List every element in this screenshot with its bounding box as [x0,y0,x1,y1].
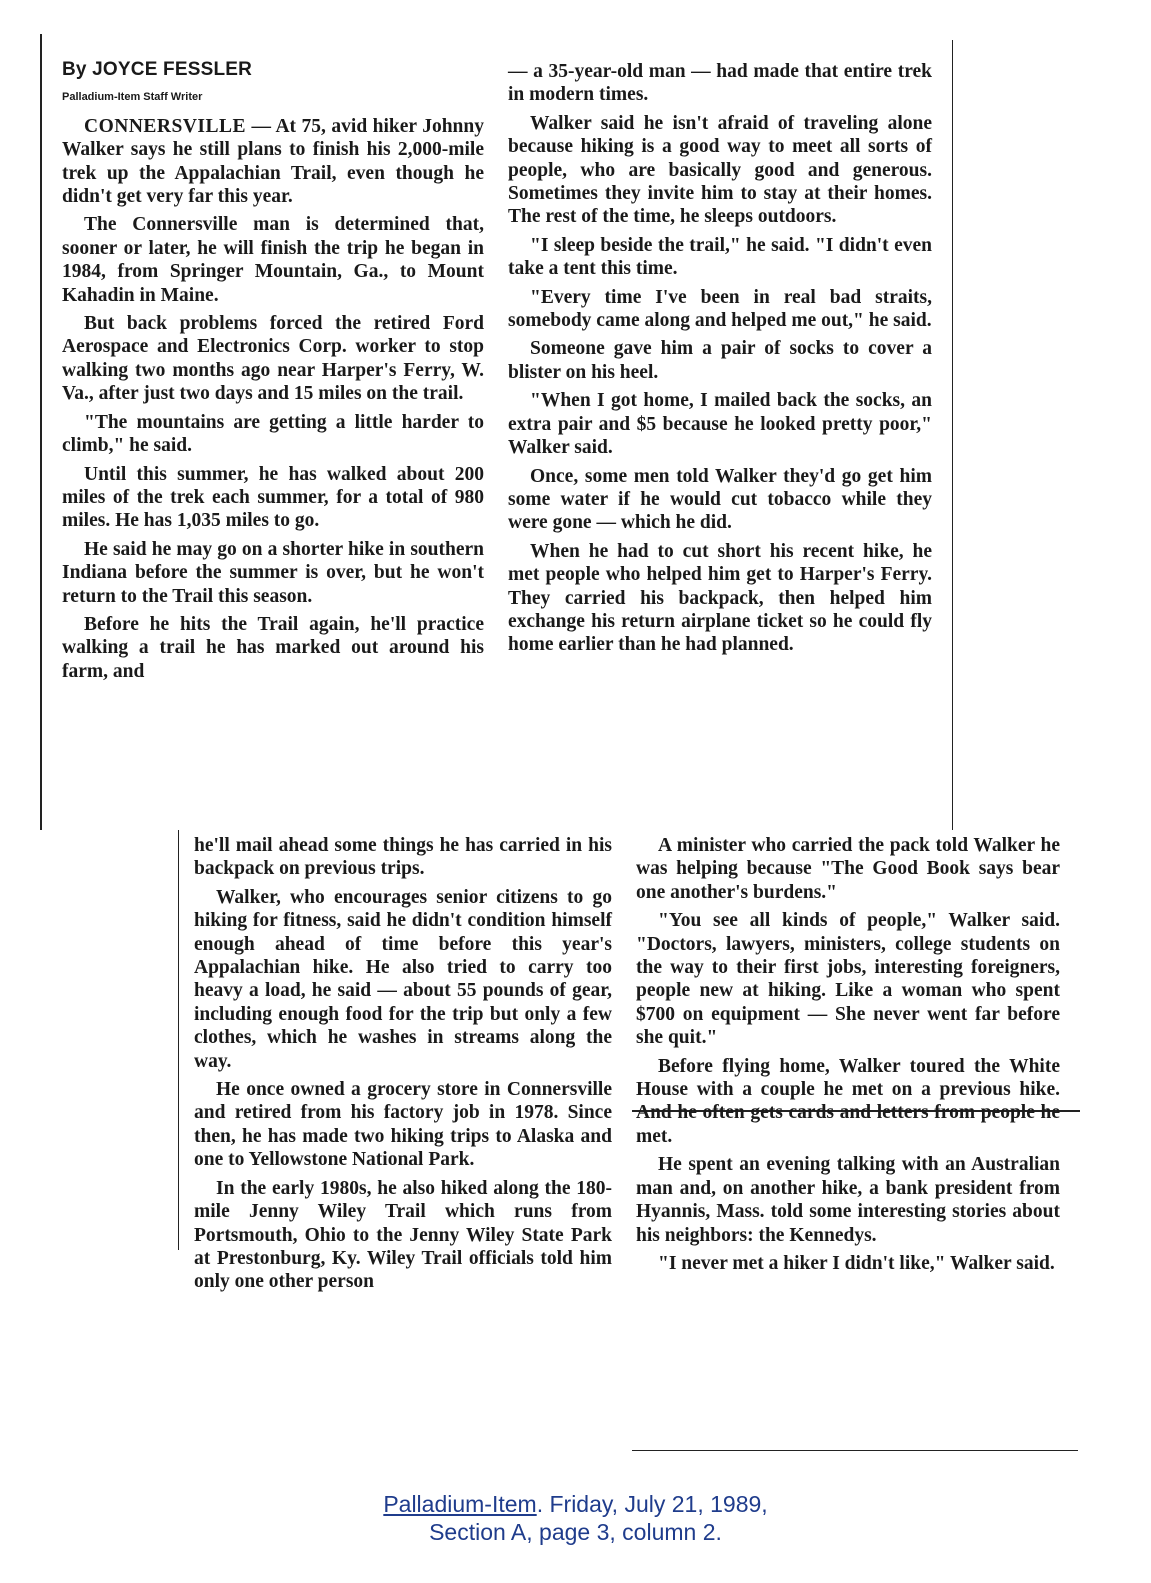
citation-location: Section A, page 3, column 2. [429,1519,722,1545]
paragraph: But back problems forced the retired Ford Aerospace and Electronics Corp. worker to stop walking two months ago near Harper's Ferry, W. Va., after just two days and 15 miles on the trail. [62,313,484,405]
paragraph: Until this summer, he has walked about 200 miles of the trek each summer, for a total of 980 miles. He has 1,035 miles to go. [62,463,484,532]
paragraph: Someone gave him a pair of socks to cover a blister on his heel. [508,338,932,383]
paragraph: "You see all kinds of people," Walker said. "Doctors, lawyers, ministers, college students on the way to their first jobs, interesting foreigners, people new at hiking. Like a woman who spent $700 on equipment — She never went far before she quit." [636,910,1060,1049]
clipping-footer-rule [632,1450,1078,1451]
caption-date: . Friday, July 21, 1989, [536,1491,768,1517]
clipping-right-border [952,40,953,830]
paragraph: Before he hits the Trail again, he'll practice walking a trail he has marked out around his farm, and [62,613,484,682]
paragraph: "Every time I've been in real bad straits, somebody came along and helped me out," he said. [508,286,932,332]
paragraph: The Connersville man is determined that, sooner or later, he will finish the trip he began in 1984, from Springer Mountain, Ga., to Mount Kahadin in Maine. [62,214,484,306]
paragraph: When he had to cut short his recent hike, he met people who helped him get to Harper's Ferry. They carried his backpack, then helped him exchange his return airplane ticket so he could fly home earlier than he had planned. [508,540,932,656]
lower-left-column [194,834,612,1299]
paragraph: He said he may go on a shorter hike in southern Indiana before the summer is over, but he won't return to the Trail this season. [62,538,484,607]
paragraph: "I never met a hiker I didn't like," Walker said. [658,1252,1055,1274]
publication-link[interactable]: Palladium-Item [383,1491,537,1517]
lower-clipping-left-border [178,830,179,1250]
byline: By JOYCE FESSLER [62,59,253,80]
paragraph-text: — At 75, avid hiker Johnny Walker says he still plans to finish his 2,000-mile trek up the Appalachian Trail, even though he didn't get very far this year. [62,115,484,208]
paragraph: A minister who carried the pack told Walker he was helping because "The Good Book says bear one another's burdens." [636,835,1060,903]
paragraph: "I sleep beside the trail," he said. "I didn't even take a tent this time. [508,234,932,280]
paragraph: Walker, who encourages senior citizens to go hiking for fitness, said he didn't condition himself enough ahead of time before this year's Appalachian hike. He also tried to carry too heavy a load, he said — about 55 pounds of gear, including enough food for the trip but only a few clothes, which he washes in streams along the way. [194,886,612,1072]
paragraph: He once owned a grocery store in Connersville and retired from his factory job in 1978. Since then, he has made two hiking trips to Alaska and one to Yellowstone National Park. [194,1079,612,1171]
paragraph: "The mountains are getting a little harder to climb," he said. [62,411,484,457]
paragraph: — a 35-year-old man — had made that entire trek in modern times. [508,61,932,106]
paragraph: Once, some men told Walker they'd go get him some water if he would cut tobacco while they were gone — which he did. [508,465,932,534]
paragraph: Before flying home, Walker toured the White House with a couple he met on a previous hike. And he often gets cards and letters from people he met. [636,1055,1060,1147]
staff-affiliation: Palladium-Item Staff Writer [62,91,203,104]
citation-caption [0,1490,1151,1518]
upper-right-column [508,60,932,662]
dateline: CONNERSVILLE [84,115,247,137]
clipping-left-border [40,34,42,830]
upper-left-column [62,58,484,688]
paragraph: "When I got home, I mailed back the socks, an extra pair and $5 because he looked pretty poor," Walker said. [508,390,932,459]
paragraph: In the early 1980s, he also hiked along the 180-mile Jenny Wiley Trail which runs from Portsmouth, Ohio to the Jenny Wiley State Park at Prestonburg, Ky. Wiley Trail officials told him only one other person [194,1177,612,1293]
lower-right-column [636,834,1060,1280]
paragraph [62,115,484,209]
paragraph: He spent an evening talking with an Australian man and, on another hike, a bank president from Hyannis, Mass. told some interesting stories about his neighbors: the Kennedys. [636,1154,1060,1246]
paragraph: Walker said he isn't afraid of traveling alone because hiking is a good way to meet all sorts of people, who are basically good and generous. Sometimes they invite him to stay at their homes. The rest of the time, he sleeps outdoors. [508,112,932,228]
paragraph: he'll mail ahead some things he has carried in his backpack on previous trips. [194,835,612,880]
